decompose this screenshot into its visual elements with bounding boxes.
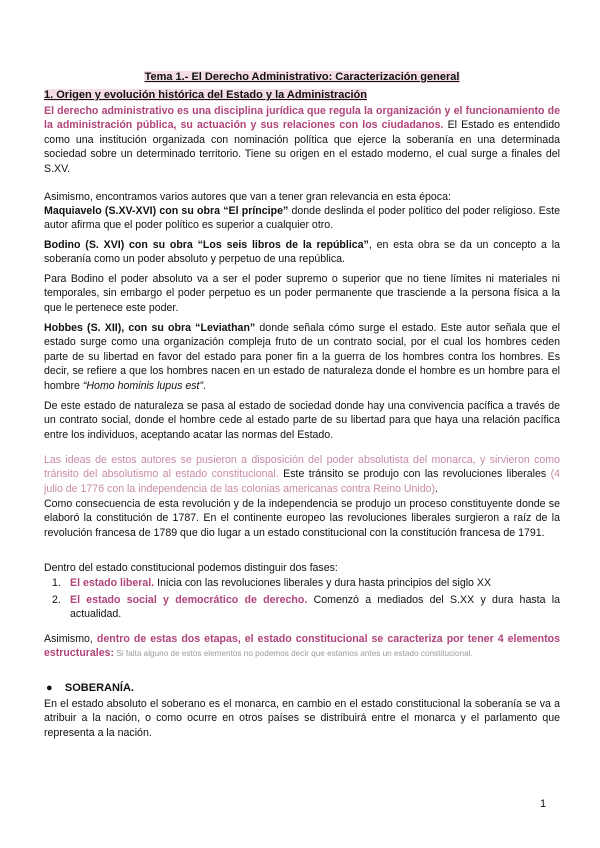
bodino-bold: Bodino (S. XVI) con su obra “Los seis libros de la república” xyxy=(44,239,369,251)
paragraph-hobbes xyxy=(44,321,560,393)
title-text: Tema 1.- El Derecho Administrativo: Caracterización general xyxy=(144,71,460,83)
section-text: 1. Origen y evolución histórica del Estado y la Administración xyxy=(44,89,367,101)
list-number: 1. xyxy=(52,577,61,589)
paragraph-consecuencia: Como consecuencia de esta revolución y de la independencia se produjo un proceso constituyente donde se elaboró la constitución de 1787. En el continente europeo las revoluciones liberales surgieron a raíz de la revolución francesa de 1789 que dio lugar a un estado constitucional con la constitución francesa de 1791. xyxy=(44,498,560,539)
hobbes-latin: “Homo hominis lupus est” xyxy=(82,379,203,392)
section-heading xyxy=(44,88,367,102)
ideas-parenthesis: (4 julio de 1776 con la independencia de las colonias americanas contra Reino Unido) xyxy=(44,468,560,495)
definition-highlight: El derecho administrativo es una disciplina jurídica que regula la organización y el funcionamiento de la administración pública, su actuación y sus relaciones con los ciudadanos. xyxy=(44,105,560,132)
list-number: 2. xyxy=(52,594,61,606)
hobbes-end: . xyxy=(202,379,206,392)
list-item xyxy=(52,576,560,590)
list-item-rest: Inicia con las revoluciones liberales y dura hasta principios del siglo XX xyxy=(154,577,492,589)
bodino-rest: , en esta obra se da un concepto a la soberanía como un poder absoluto y perpetuo de una república. xyxy=(44,239,560,266)
ideas-rest: Este tránsito se produjo con las revoluciones liberales xyxy=(278,468,551,481)
list-text xyxy=(70,576,560,590)
paragraph-maquiavelo xyxy=(44,204,560,233)
hobbes-rest: donde señala cómo surge el estado. Este autor señala que el estado surge como una organización compleja fruto de un contrato social, por el cual los hombres ceden parte de su libertad en favor del estado para poner fin a la guerra de los hombres contra los hombres. Es decir, se refiere a que los hombres nacen en un estado de naturaleza donde el hombre es un hombre para el hombre xyxy=(44,322,560,392)
paragraph-bodino-2: Para Bodino el poder absoluto va a ser el poder supremo o superior que no tiene límites ni materiales ni temporales, sin embargo el poder perpetuo es un poder permanente que trasciende a la persona física a la que le pertenece este poder. xyxy=(44,273,560,314)
elementos-start: Asimismo, xyxy=(44,633,97,645)
paragraph-authors-intro: Asimismo, encontramos varios autores que van a tener gran relevancia en esta época: xyxy=(44,191,451,203)
elementos-highlight: dentro de estas dos etapas, el estado constitucional se caracteriza por tener 4 elementos estructurales: xyxy=(44,633,561,660)
paragraph-elementos xyxy=(44,632,560,662)
list-item-highlight: El estado social y democrático de derecho. xyxy=(70,594,308,606)
paragraph-bodino xyxy=(44,238,560,267)
bullet-heading xyxy=(46,681,134,695)
hobbes-bold: Hobbes (S. XII), con su obra “Leviathan” xyxy=(44,322,256,334)
definition-rest: El Estado es entendido como una institución organizada con nominación política que ejerce la soberanía en una determinada sociedad sobre un determinado territorio. Tiene su origen en el estado moderno, el cual surge a finales del S.XV. xyxy=(44,119,561,175)
bullet-heading-text: SOBERANÍA. xyxy=(64,682,134,694)
paragraph-naturaleza: De este estado de naturaleza se pasa al estado de sociedad donde hay una convivencia pacífica a través de un contrato social, donde el hombre cede al estado parte de su libertad para que haya una relación pacífica entre los individuos, aceptando acatar las normas del Estado. xyxy=(44,400,560,441)
paragraph-fases-intro: Dentro del estado constitucional podemos distinguir dos fases: xyxy=(44,562,338,574)
maquiavelo-rest: donde deslinda el poder político del poder religioso. Este autor afirma que el poder político es superior a cualquier otro. xyxy=(44,205,560,232)
page-title xyxy=(44,70,560,84)
paragraph-ideas xyxy=(44,453,560,496)
bullet-icon: ● xyxy=(46,682,53,694)
ideas-highlight: Las ideas de estos autores se pusieron a disposición del poder absolutista del monarca, y sirvieron como tránsito del absolutismo al estado constitucional. xyxy=(44,454,560,481)
page-number: 1 xyxy=(540,798,547,810)
list-item-highlight: El estado liberal. xyxy=(70,577,155,589)
maquiavelo-bold: Maquiavelo (S.XV-XVI) con su obra “El príncipe” xyxy=(44,205,289,217)
paragraph-soberania: En el estado absoluto el soberano es el monarca, en cambio en el estado constitucional la soberanía se va a atribuir a la nación, o como ocurre en otros países se distribuirá entre el monarca y el parlamento que representa a la nación. xyxy=(44,698,560,739)
list-item-rest: Comenzó a mediados del S.XX y dura hasta la actualidad. xyxy=(70,594,560,621)
list-item xyxy=(52,593,560,622)
paragraph-definition xyxy=(44,104,560,176)
list-text xyxy=(70,593,560,622)
ideas-end: . xyxy=(435,482,438,495)
elementos-note: Si falta alguno de estos elementos no podemos decir que estamos antes un estado constitucional. xyxy=(114,649,473,659)
